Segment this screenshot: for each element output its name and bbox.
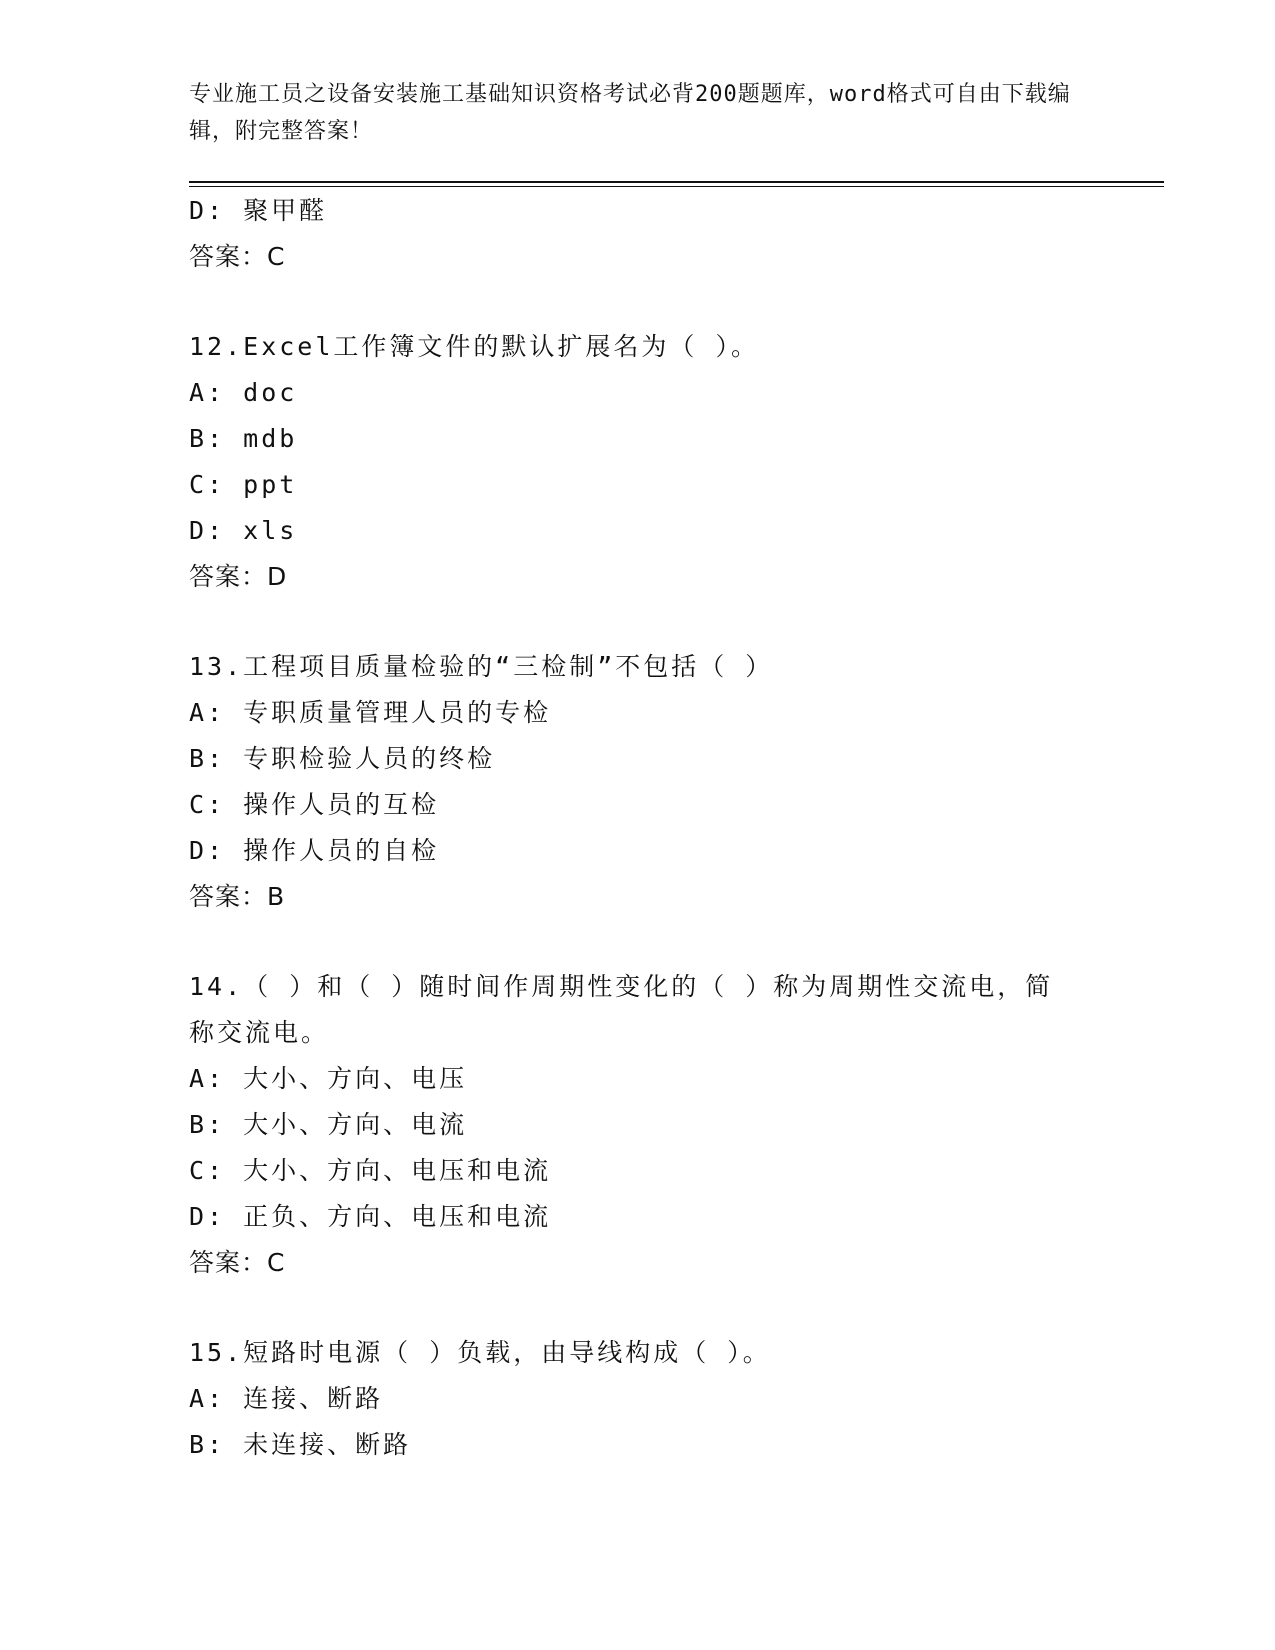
- option-b: B: 专职检验人员的终检: [189, 744, 496, 773]
- question-block: [189, 324, 1089, 600]
- header-rule-thin: [189, 186, 1164, 187]
- option-c: C: 操作人员的互检: [189, 790, 440, 819]
- header-rule-thick: [189, 181, 1164, 183]
- option-d: D: 聚甲醛: [189, 196, 328, 225]
- answer-line: 答案：C: [189, 1248, 286, 1277]
- option-b: B: 未连接、断路: [189, 1430, 412, 1459]
- question-text: 15.短路时电源（ ）负载，由导线构成（ ）。: [189, 1338, 771, 1367]
- answer-line: 答案：B: [189, 882, 286, 911]
- question-block: [189, 964, 1089, 1286]
- option-d: D: 操作人员的自检: [189, 836, 440, 865]
- option-b: B: mdb: [189, 424, 298, 453]
- option-c: C: 大小、方向、电压和电流: [189, 1156, 552, 1185]
- question-text: 13.工程项目质量检验的“三检制”不包括（ ）: [189, 652, 774, 681]
- option-a: A: 连接、断路: [189, 1384, 384, 1413]
- question-block: [189, 644, 1089, 920]
- option-d: D: xls: [189, 516, 298, 545]
- answer-line: 答案：C: [189, 242, 286, 271]
- option-a: A: doc: [189, 378, 298, 407]
- option-c: C: ppt: [189, 470, 298, 499]
- option-a: A: 大小、方向、电压: [189, 1064, 468, 1093]
- option-d: D: 正负、方向、电压和电流: [189, 1202, 552, 1231]
- question-text: 12.Excel工作簿文件的默认扩展名为（ ）。: [189, 332, 759, 361]
- option-b: B: 大小、方向、电流: [189, 1110, 468, 1139]
- document-body: [189, 188, 1089, 1468]
- answer-line: 答案：D: [189, 562, 288, 591]
- option-a: A: 专职质量管理人员的专检: [189, 698, 552, 727]
- question-block: [189, 1330, 1089, 1468]
- question-text: 14.（ ）和（ ）随时间作周期性变化的（ ）称为周期性交流电，简称交流电。: [189, 972, 1054, 1047]
- document-header: 专业施工员之设备安装施工基础知识资格考试必背200题题库，word格式可自由下载编辑，附完整答案！: [189, 82, 1071, 144]
